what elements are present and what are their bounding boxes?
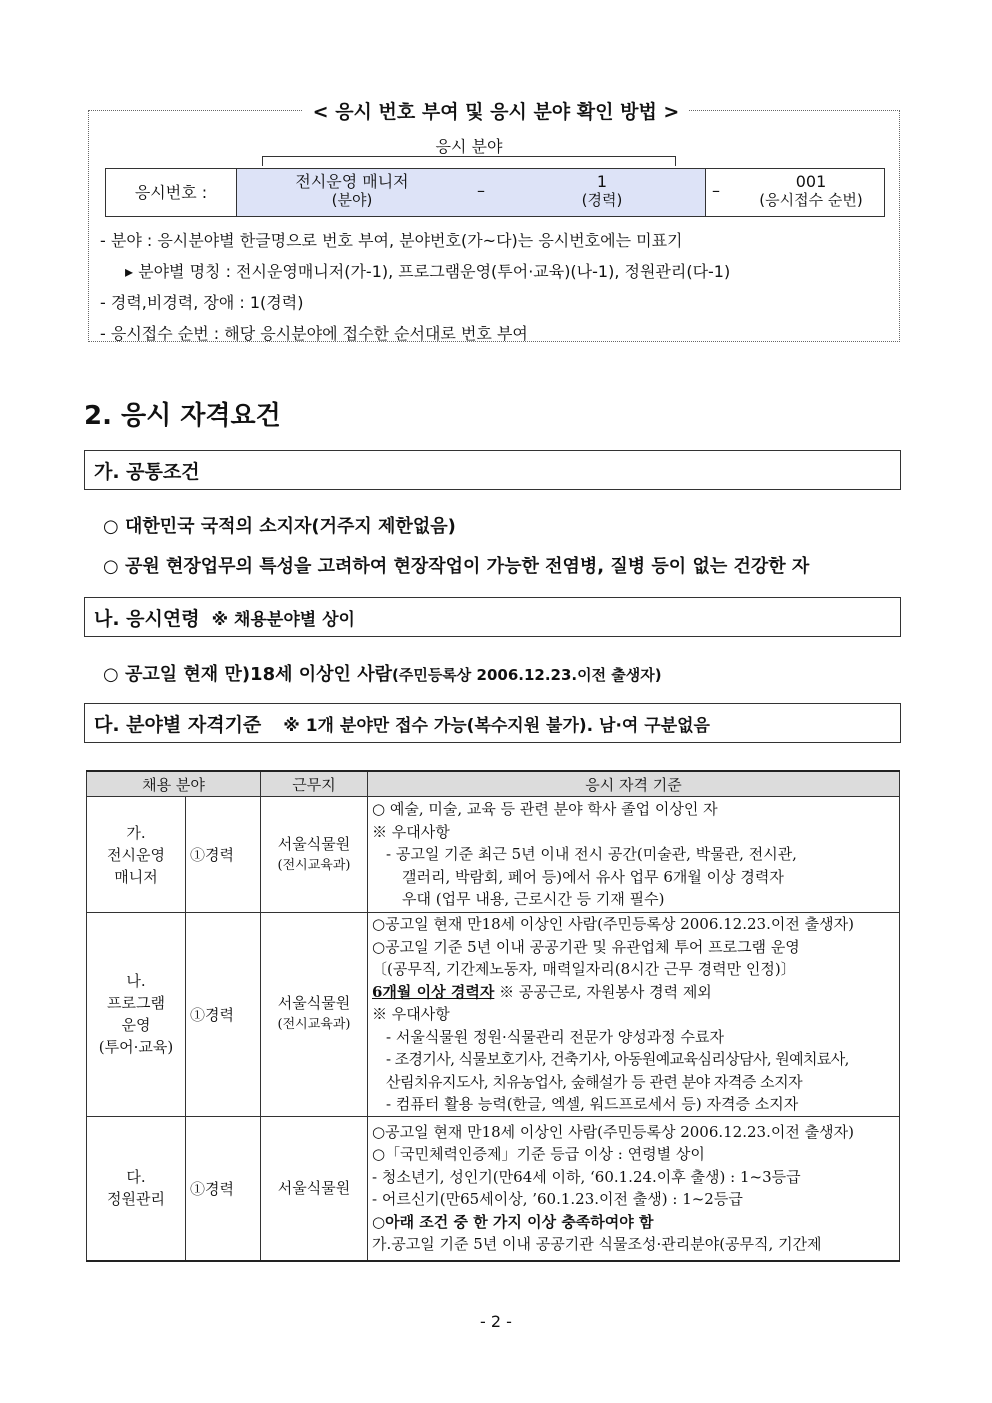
criteria-table — [86, 770, 900, 1262]
field-bracket — [262, 156, 676, 166]
part-career: 1 (경력) — [581, 172, 623, 209]
workplace-cell: 서울식물원 — [261, 1116, 368, 1261]
subsection-age-heading: 나. 응시연령 ※ 채용분야별 상이 — [84, 597, 901, 637]
bullet-age: ○ 공고일 현재 만)18세 이상인 사람(주민등록상 2006.12.23.이전 출생자) — [103, 664, 662, 685]
workplace-cell: 서울식물원 (전시교육과) — [261, 797, 368, 913]
field-name-cell: 다. 정원관리 — [87, 1116, 186, 1261]
page-number: - 2 - — [480, 1312, 512, 1331]
part-field: 전시운영 매니저 (분야) — [295, 172, 409, 209]
table-header-row — [87, 771, 900, 797]
number-shaded-part — [237, 169, 706, 216]
header-place: 근무지 — [261, 771, 368, 797]
subsection-field-criteria-heading: 다. 분야별 자격기준 ※ 1개 분야만 접수 가능(복수지원 불가). 남·여 구분없음 — [84, 703, 901, 743]
number-label: 응시번호 : — [106, 169, 237, 216]
section-title: 2. 응시 자격요건 — [84, 401, 281, 431]
career-type-cell: ①경력 — [186, 913, 261, 1117]
part-seq: 001 (응시접수 순번) — [759, 172, 863, 209]
field-label: 응시 분야 — [435, 137, 503, 156]
bullet-health: ○ 공원 현장업무의 특성을 고려하여 현장작업이 가능한 전염병, 질병 등이 없는 건강한 자 — [103, 556, 810, 577]
criteria-cell: ○ 예술, 미술, 교육 등 관련 분야 학사 졸업 이상인 자 ※ 우대사항 - 공고일 기준 최근 5년 이내 전시 공간(미술관, 박물관, 전시관, 갤러리, 박람회, 페어 등)에서 유사 업무 6개월 이상 경력자 우대 (업무 내용, 근로시간 등 기재 필수) — [368, 797, 900, 913]
note-line: ▸ 분야별 명칭 : 전시운영매니저(가-1), 프로그램운영(투어·교육)(나-1), 정원관리(다-1) — [125, 262, 731, 281]
field-name-cell: 나. 프로그램 운영 (투어·교육) — [87, 913, 186, 1117]
dash-2: – — [712, 181, 720, 200]
note-line: - 분야 : 응시분야별 한글명으로 번호 부여, 분야번호(가~다)는 응시번호에는 미표기 — [100, 231, 683, 250]
note-line: - 경력,비경력, 장애 : 1(경력) — [100, 293, 304, 312]
criteria-cell: ○공고일 현재 만18세 이상인 사람(주민등록상 2006.12.23.이전 출생자) ○「국민체력인증제」기준 등급 이상 : 연령별 상이 - 청소년기, 성인기(만64세 이하, ‘60.1.24.이후 출생) : 1~3등급 - 어르신기(만65세이상, ’60.1.23.이전 출생) : 1~2등급 ○아래 조건 중 한 가지 이상 충족하여야 함 가.공고일 기준 5년 이내 공공기관 식물조성·관리분야(공무직, 기간제 — [368, 1116, 900, 1261]
number-format-table — [105, 168, 885, 217]
header-criteria: 응시 자격 기준 — [368, 771, 900, 797]
criteria-cell: ○공고일 현재 만18세 이상인 사람(주민등록상 2006.12.23.이전 출생자) ○공고일 기준 5년 이내 공공기관 및 유관업체 투어 프로그램 운영 〔(공무직, 기간제노동자, 매력일자리(8시간 근무 경력만 인정)〕 6개월 이상 경력자 ※ 공공근로, 자원봉사 경력 제외 ※ 우대사항 - 서울식물원 정원·식물관리 전문가 양성과정 수료자 - 조경기사, 식물보호기사, 건축기사, 아동원예교육심리상담사, 원예치료사, 산림치유지도사, 치유농업사, 숲해설가 등 관련 분야 자격증 소지자 - 컴퓨터 활용 능력(한글, 엑셀, 워드프로세서 등) 자격증 소지자 — [368, 913, 900, 1117]
dash-1: – — [477, 181, 485, 200]
bullet-nationality: ○ 대한민국 국적의 소지자(거주지 제한없음) — [103, 516, 456, 537]
header-field: 채용 분야 — [87, 771, 261, 797]
table-row — [87, 797, 900, 913]
workplace-cell: 서울식물원 (전시교육과) — [261, 913, 368, 1117]
subsection-common-heading: 가. 공통조건 — [84, 450, 901, 490]
numbering-box-title: < 응시 번호 부여 및 응시 분야 확인 방법 > — [0, 97, 992, 124]
field-name-cell: 가. 전시운영 매니저 — [87, 797, 186, 913]
career-type-cell: ①경력 — [186, 797, 261, 913]
note-line: - 응시접수 순번 : 해당 응시분야에 접수한 순서대로 번호 부여 — [100, 324, 528, 343]
table-row — [87, 1116, 900, 1261]
career-type-cell: ①경력 — [186, 1116, 261, 1261]
table-row — [87, 913, 900, 1117]
number-seq-part — [706, 169, 884, 216]
